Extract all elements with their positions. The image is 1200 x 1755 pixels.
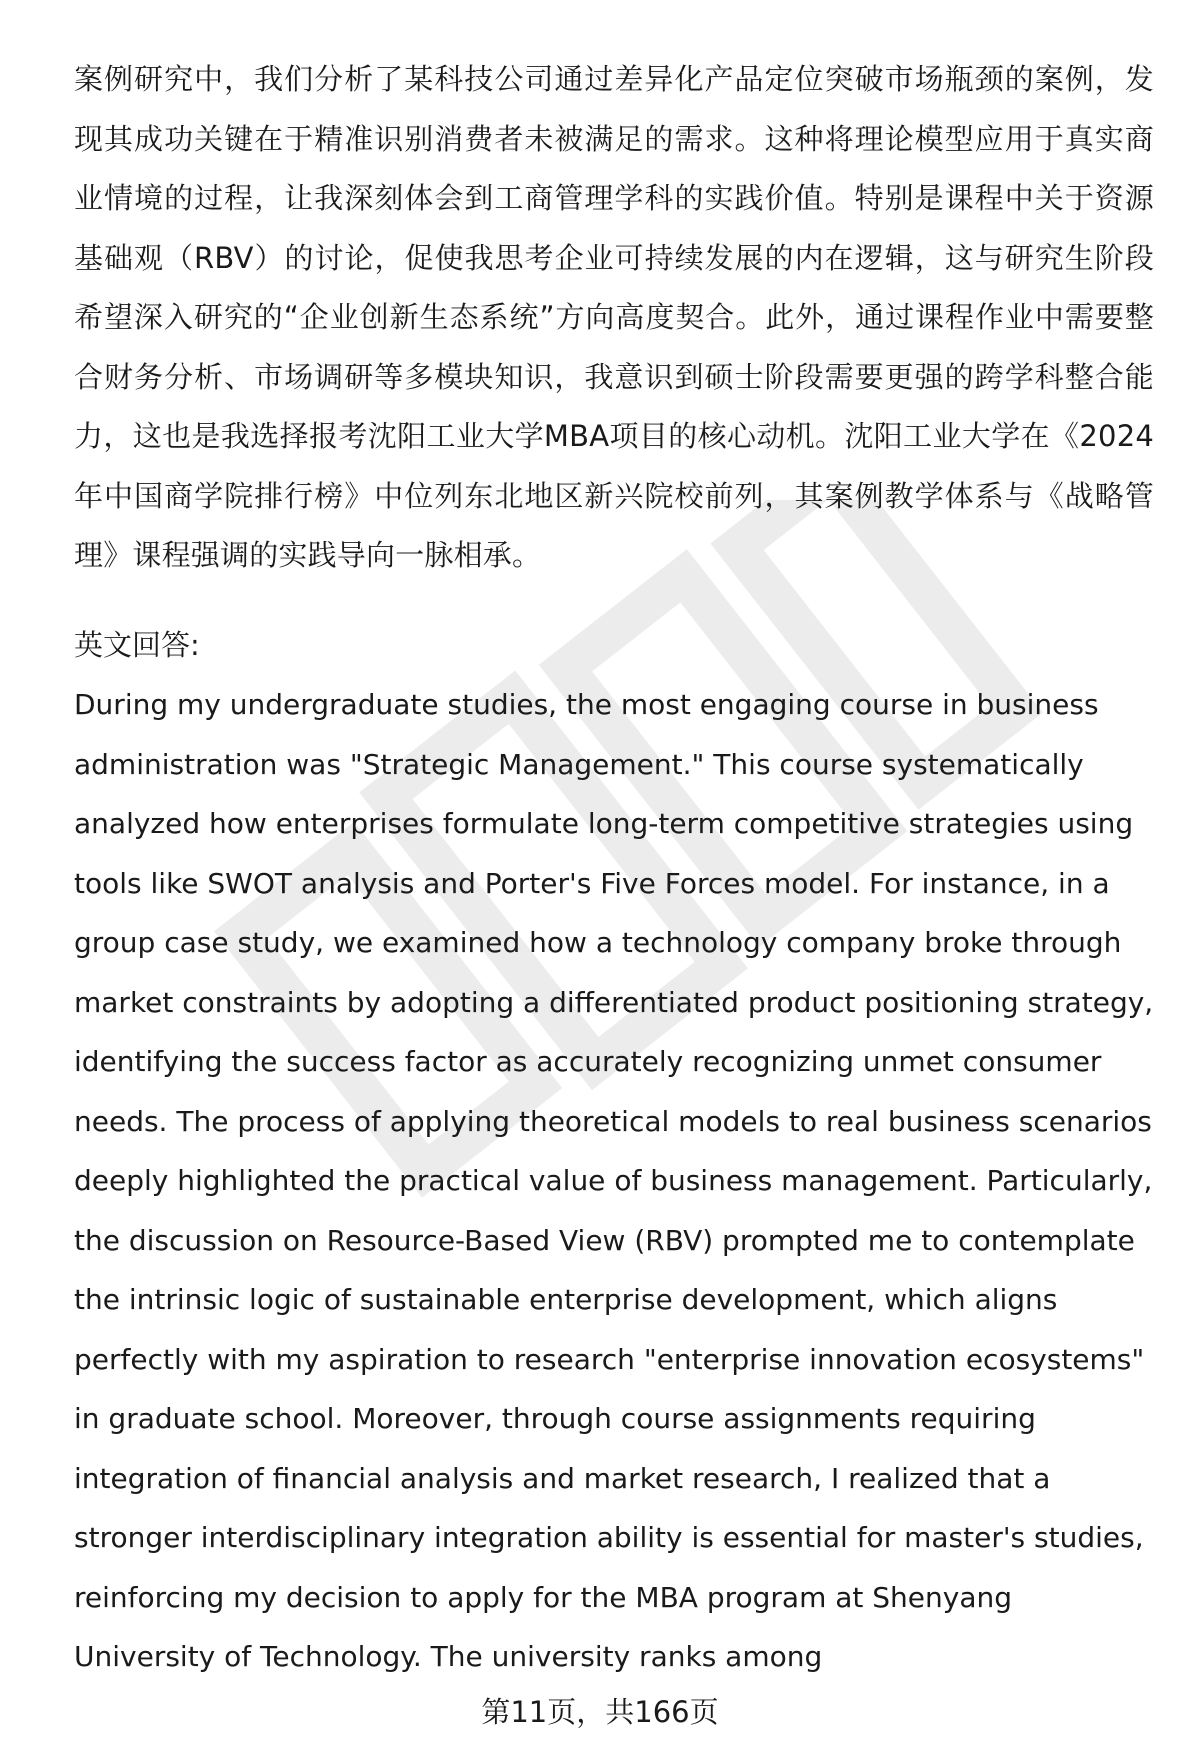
page-content bbox=[74, 50, 1154, 1687]
chinese-paragraph: 案例研究中，我们分析了某科技公司通过差异化产品定位突破市场瓶颈的案例，发现其成功关键在于精准识别消费者未被满足的需求。这种将理论模型应用于真实商业情境的过程，让我深刻体会到工商管理学科的实践价值。特别是课程中关于资源基础观（RBV）的讨论，促使我思考企业可持续发展的内在逻辑，这与研究生阶段希望深入研究的“企业创新生态系统”方向高度契合。此外，通过课程作业中需要整合财务分析、市场调研等多模块知识，我意识到硕士阶段需要更强的跨学科整合能力，这也是我选择报考沈阳工业大学MBA项目的核心动机。沈阳工业大学在《2024年中国商学院排行榜》中位列东北地区新兴院校前列，其案例教学体系与《战略管理》课程强调的实践导向一脉相承。 bbox=[74, 62, 1154, 572]
english-paragraph: During my undergraduate studies, the most engaging course in business administration was "Strategic Management." This course systematically analyzed how enterprises formulate long-term competitive strategies using tools like SWOT analysis and Porter's Five Forces model. For instance, in a group case study, we examined how a technology company broke through market constraints by adopting a differentiated product positioning strategy, identifying the success factor as accurately recognizing unmet consumer needs. The process of applying theoretical models to real business scenarios deeply highlighted the practical value of business management. Particularly, the discussion on Resource-Based View (RBV) prompted me to contemplate the intrinsic logic of sustainable enterprise development, which aligns perfectly with my aspiration to research "enterprise innovation ecosystems" in graduate school. Moreover, through course assignments requiring integration of financial analysis and market research, I realized that a stronger interdisciplinary integration ability is essential for master's studies, reinforcing my decision to apply for the MBA program at Shenyang University of Technology. The university ranks among bbox=[74, 688, 1154, 1673]
page-number-footer: 第11页，共166页 bbox=[481, 1695, 719, 1729]
english-answer-heading: 英文回答: bbox=[74, 627, 200, 662]
